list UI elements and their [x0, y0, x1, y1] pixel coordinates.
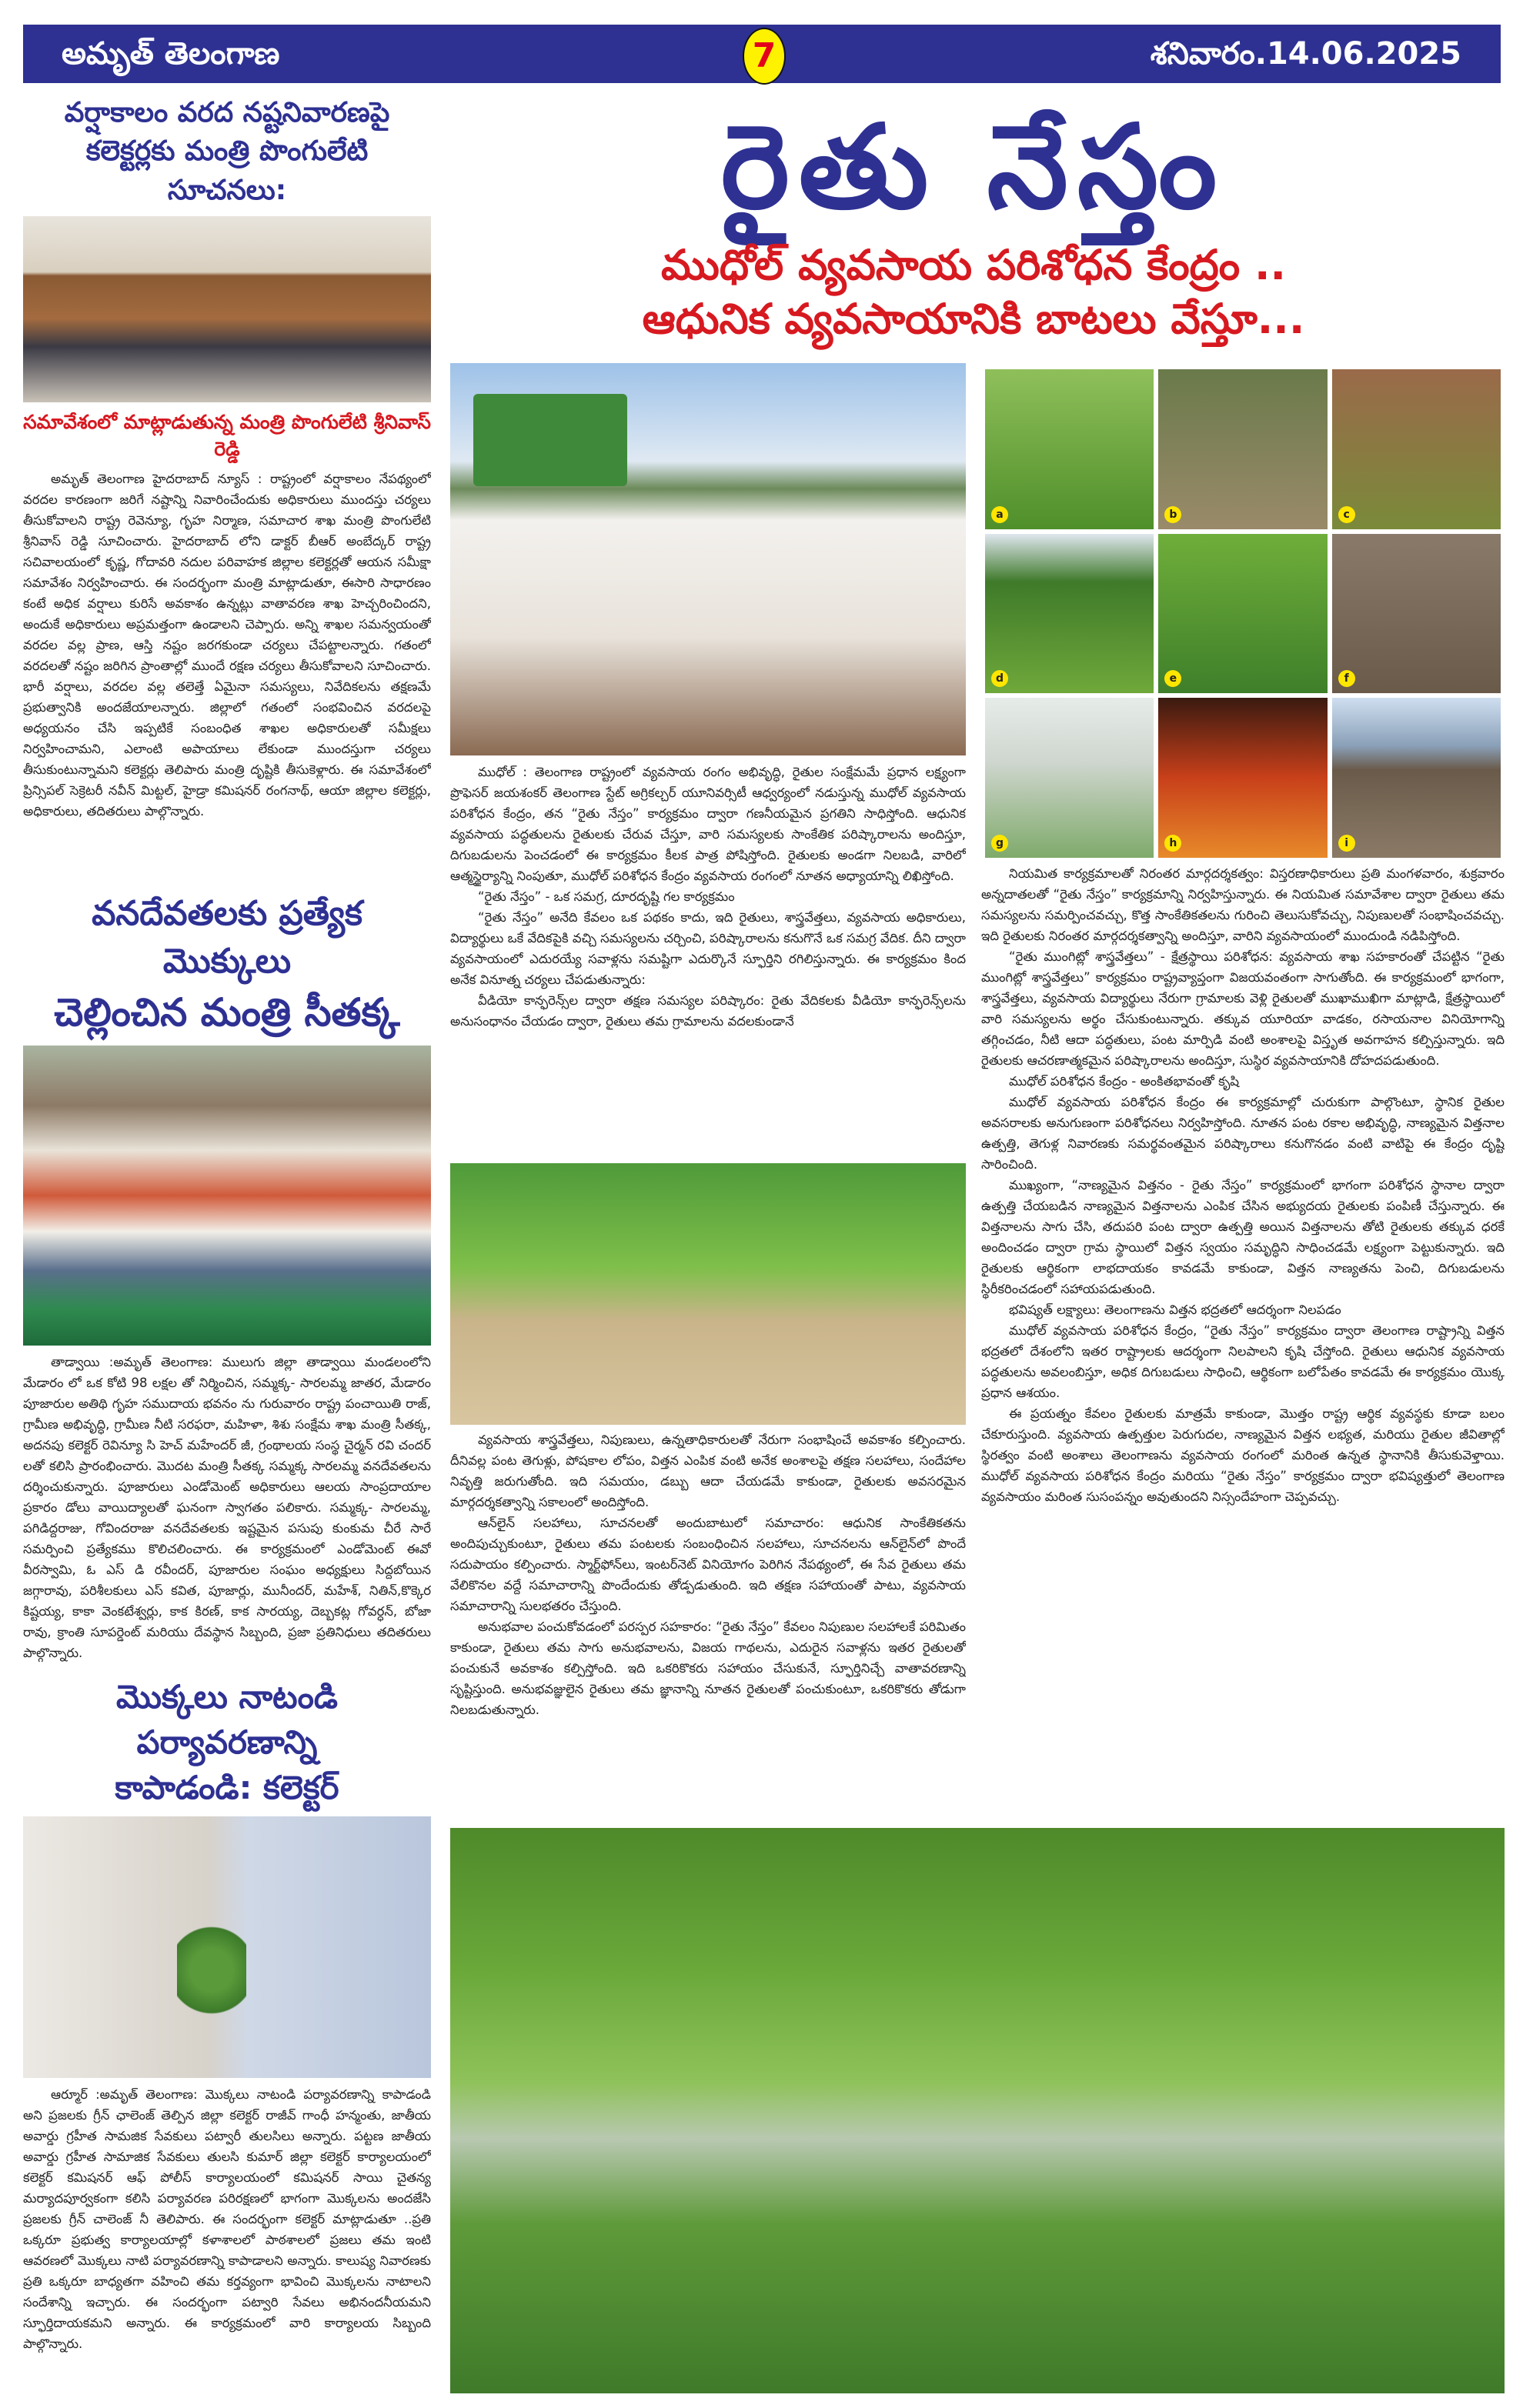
- main-article-right: [981, 863, 1505, 1821]
- grid-photo: [1158, 534, 1327, 694]
- page-number-badge: 7: [743, 28, 786, 85]
- main-subheadline: [504, 238, 1443, 346]
- grid-photo: [1332, 369, 1501, 529]
- grid-photo: [1332, 698, 1501, 858]
- paragraph: ఆన్‌లైన్ సలహాలు, సూచనలతో అందుబాటులో సమాచారం: ఆధునిక సాంకేతికతను అందిపుచ్చుకుంటూ, రైతులు తమ పంటలకు సంబంధించిన సలహాలు, సూచనలను ఆన్‌లైన్‌లో పొందే సదుపాయం కల్పించారు. స్మార్ట్‌ఫోన్‌లు, ఇంటర్‌నెట్ వినియోగం పెరిగిన నేపథ్యంలో, ఈ సేవ రైతులు తమ వేలికొనల వద్దే సమాచారాన్ని పొందేందుకు తోడ్పడుతుంది. ఇది తక్షణ సహాయంతో పాటు, వ్యవసాయ సమాచారాన్ని సులభతరం చేస్తుంది.: [450, 1516, 966, 1613]
- paragraph: వీడియో కాన్ఫరెన్స్‌ల ద్వారా తక్షణ సమస్యల పరిష్కారం: రైతు వేదికలకు వీడియో కాన్ఫరెన్స్‌లను అనుసంధానం చేయడం ద్వారా, రైతులు తమ గ్రామాలను వదలకుండానే: [450, 993, 966, 1029]
- minister-event-photo: [23, 1046, 431, 1346]
- issue-date: శనివారం.14.06.2025: [1150, 36, 1461, 72]
- paragraph: అమృత్ తెలంగాణ హైదరాబాద్ న్యూస్ : రాష్ట్రంలో వర్షాకాలం నేపథ్యంలో వరదల కారణంగా జరిగే నష్టాన్ని నివారించేందుకు అధికారులు ముందస్తు చర్యలు తీసుకోవాలని రాష్ట్ర రెవెన్యూ, గృహ నిర్మాణ, సమాచార శాఖ మంత్రి పొంగులేటి శ్రీనివాస్ రెడ్డి సూచించారు. హైదరాబాద్ లోని డాక్టర్ బీఆర్ అంబేద్కర్ రాష్ట్ర సచివాలయంలో కృష్ణ, గోదావరి నదుల పరివాహక జిల్లాల కలెక్టర్లతో ఆయన సమీక్షా సమావేశం నిర్వహించారు. ఈ సందర్భంగా మంత్రి మాట్లాడుతూ, ఈసారి సాధారణం కంటే అధిక వర్షాలు కురిసే అవకాశం ఉన్నట్లు వాతావరణ శాఖ హెచ్చరించిందని, అందుకే అధికారులు అప్రమత్తంగా ఉండాలని చెప్పారు. అన్ని శాఖల సమన్వయంతో వరదల వల్ల ప్రాణ, ఆస్తి నష్టం జరగకుండా చర్యలు చేపట్టాలన్నారు. గతంలో వరదలతో నష్టం జరిగిన ప్రాంతాల్లో ముందే రక్షణ చర్యలు తీసుకోవాలని సూచించారు. భారీ వర్షాలు, వరదల వల్ల తలెత్తే ఏమైనా సమస్యలు, నివేదికలను తక్షణమే ప్రభుత్వానికి అందజేయాలన్నారు. జిల్లాలో గతంలో సంభవించిన వరదలపై అధ్యయనం చేసి ఇప్పటికే సంబంధిత శాఖల అధికారులతో సమీక్షలు నిర్వహించామని, ఎలాంటి అపాయాలు లేకుండా ముందస్తుగా చర్యలు తీసుకుంటున్నామని కలెక్టర్లు తెలిపారు మంత్రి దృష్టికి తీసుకెళ్లారు. ఈ సమావేశంలో ప్రిన్సిపల్ సెక్రెటరీ నవీన్ మిట్టల్, హైడ్రా కమిషనర్ రంగనాథ్, ఆయా జిల్లాల కలెక్టర్లు, అధికారులు, తదితరులు పాల్గొన్నారు.: [23, 472, 431, 819]
- paragraph: ఈ ప్రయత్నం కేవలం రైతులకు మాత్రమే కాకుండా, మొత్తం రాష్ట్ర ఆర్థిక వ్యవస్థకు కూడా బలం చేకూరుస్తుంది. వ్యవసాయ ఉత్పత్తుల పెరుగుదల, నాణ్యమైన విత్తన లభ్యత, మరియు రైతుల జీవితాల్లో స్థిరత్వం వంటి అంశాలు తెలంగాణను వ్యవసాయ రంగంలో మరింత ఉన్నత స్థానానికి తీసుకువెళ్తాయి. ముధోల్ వ్యవసాయ పరిశోధన కేంద్రం మరియు “రైతు నేస్తం” కార్యక్రమం ద్వారా భవిష్యత్తులో తెలంగాణ వ్యవసాయం మరింత సుసంపన్నం అవుతుందని నిస్సందేహంగా చెప్పవచ్చు.: [981, 1406, 1505, 1504]
- main-header-block: [454, 89, 1493, 359]
- subheadline-line: ముధోల్ వ్యవసాయ పరిశోధన కేంద్రం ..: [661, 241, 1286, 290]
- article1-headline: [23, 94, 431, 210]
- photo-label: g: [991, 835, 1008, 852]
- photo-label: a: [991, 506, 1008, 523]
- rice-transplant-photo: [450, 1163, 966, 1425]
- article2-body: [23, 1352, 431, 1669]
- subheadline-line: ఆధునిక వ్యవసాయానికి బాటలు వేస్తూ...: [642, 295, 1305, 344]
- article3-headline: [23, 1675, 431, 1810]
- paragraph: “రైతు ముంగిట్లో శాస్త్రవేత్తలు” - క్షేత్రస్థాయి పరిశోధన: వ్యవసాయ శాఖ సహకారంతో చేపట్టిన “రైతు ముంగిట్లో శాస్త్రవేత్తలు” కార్యక్రమం రాష్ట్రవ్యాప్తంగా విజయవంతంగా సాగుతోంది. ఈ కార్యక్రమంలో భాగంగా, శాస్త్రవేత్తలు, వ్యవసాయ విద్యార్థులు నేరుగా గ్రామాలకు వెళ్లి రైతులతో ముఖాముఖిగా మాట్లాడి, క్షేత్రస్థాయిలో వారి సమస్యలను అర్థం చేసుకుంటున్నారు. తక్కువ యూరియా వాడకం, రసాయనాల వినియోగాన్ని తగ్గించడం, నీటి ఆదా పద్ధతులు, పంట మార్పిడి వంటి అంశాలపై విస్తృత అవగాహన కల్పిస్తున్నారు. ఇది రైతులకు ఆచరణాత్మకమైన పరిష్కారాలను అందిస్తూ, సుస్థిర వ్యవసాయానికి దోహదపడుతుంది.: [981, 949, 1505, 1068]
- grid-photo: [1158, 369, 1327, 529]
- grid-photo: [985, 698, 1154, 858]
- collector-plant-photo: [23, 1816, 431, 2078]
- farming-photo-grid: [985, 369, 1501, 858]
- article1-body: [23, 469, 431, 884]
- main-article-middle-top: [450, 762, 966, 1158]
- grid-photo: [1158, 698, 1327, 858]
- headline-line: మొక్కలు నాటండి పర్యావరణాన్ని: [116, 1677, 338, 1761]
- headline-line: కలెక్టర్లకు మంత్రి పొంగులేటి సూచనలు:: [85, 135, 369, 206]
- newspaper-logo: అమృత్ తెలంగాణ: [62, 36, 280, 72]
- headline-line: కాపాడండి: కలెక్టర్: [115, 1768, 339, 1806]
- photo-caption: సమావేశంలో మాట్లాడుతున్న మంత్రి పొంగులేటి శ్రీనివాస్ రెడ్డి: [23, 411, 431, 461]
- section-masthead: రైతు నేస్తం: [720, 100, 1227, 235]
- grid-photo: [985, 534, 1154, 694]
- headline-line: వర్షాకాలం వరద నష్టనివారణపై: [64, 97, 390, 128]
- photo-label: d: [991, 670, 1008, 687]
- photo-label: b: [1164, 506, 1181, 523]
- paragraph: తాడ్వాయి :అమృత్ తెలంగాణ: ములుగు జిల్లా తాడ్వాయి మండలంలోని మేడారం లో ఒక కోటి 98 లక్షల తో నిర్మించిన, సమ్మక్క- సారలమ్మ జాతర, మేడారం పూజారుల అతిథి గృహ సముదాయ భవనం ను గురువారం రాష్ట్ర పంచాయితి రాజ్, గ్రామీణ అభివృద్ధి, గ్రామీణ నీటి సరఫరా, మహిళా, శిశు సంక్షేమ శాఖ మంత్రి సీతక్క, అదనపు కలెక్టర్ రెవిన్యూ సి హెచ్ మహేందర్ జీ, గ్రంథాలయ సంస్థ చైర్మన్ రవి చందర్ లతో కలిసి ప్రారంభించారు. మొదట మంత్రి సీతక్క సమ్మక్క సారలమ్మ వనదేవతలను దర్శించుకున్నారు. పూజారులు ఎండోమెంట్ అధికారులు ఆలయ సాంప్రదాయాల ప్రకారం డోలు వాయిద్యాలతో ఘనంగా స్వాగతం పలికారు. సమ్మక్క- సారలమ్మ, పగిడిద్దరాజు, గోవిందరాజు వనదేవతలకు ఇష్టమైన పసుపు కుంకుమ చీరే సారే సమర్పించి ప్రత్యేకము కొలిచలించారు. ఈ కార్యక్రమంలో ఎండోమెంట్ ఈవో వీరస్వామి, ఓ ఎస్ డి రవీందర్, పూజారుల సంఘం అధ్యక్షులు సిద్దబోయిన జగ్గారావు, పరిశీలకులు ఎస్ కవిత, పూజార్లు, మునీందర్, మహేశ్, నితిన్,కొక్కెర కిష్టయ్య, కాకా వెంకటేశ్వర్లు, కాక కిరణ్, కాక సారయ్య, దెబ్బకట్ల గోవర్ధన్, బోజా రావు, క్రాంతి సూపర్డెంట్ మరియు దేవస్థాన సిబ్బంది, ప్రజా ప్రతినిధులు తదితరులు పాల్గొన్నారు.: [23, 1354, 431, 1660]
- plant-icon: [177, 1909, 246, 2032]
- paragraph: నియమిత కార్యక్రమాలతో నిరంతర మార్గదర్శకత్వం: విస్తరణాధికారులు ప్రతి మంగళవారం, శుక్రవారం అన్నదాతలతో “రైతు నేస్తం” కార్యక్రమాన్ని నిర్వహిస్తున్నారు. ఈ నియమిత సమావేశాల ద్వారా రైతులు తమ సమస్యలను సమర్పించవచ్చు, కొత్త సాంకేతికతలను గురించి తెలుసుకోవచ్చు, నిపుణులతో సంభాషించవచ్చు. ఇది రైతులకు నిరంతర మార్గదర్శకత్వాన్ని అందిస్తూ, వారిని వ్యవసాయంలో ముందుండి నడిపిస్తోంది.: [981, 866, 1505, 943]
- photo-label: e: [1164, 670, 1181, 687]
- article3-body: [23, 2084, 431, 2394]
- subheading: ముధోల్ పరిశోధన కేంద్రం - అంకితభావంతో కృషి: [1009, 1074, 1240, 1089]
- paragraph: ముఖ్యంగా, “నాణ్యమైన విత్తనం - రైతు నేస్తం” కార్యక్రమంలో భాగంగా పరిశోధన స్థానాల ద్వారా ఉత్పత్తి చేయబడిన నాణ్యమైన విత్తనాలను ఎంపిక చేసిన అభ్యుదయ రైతులకు పంపిణీ చేస్తున్నారు. ఈ విత్తనాలను సాగు చేసి, తదుపరి పంట ద్వారా ఉత్పత్తి అయిన విత్తనాలను తోటి రైతులకు తక్కువ ధరకే అందించడం ద్వారా గ్రామ స్థాయిలో విత్తన స్వయం సమృద్ధిని సాధించడమే లక్ష్యంగా పెట్టుకున్నారు. ఇది రైతులకు ఆర్థికంగా లాభదాయకం కావడమే కాకుండా, విత్తన నాణ్యతను పెంచి, దిగుబడులను స్థిరీకరించడంలో సహాయపడుతుంది.: [981, 1178, 1505, 1296]
- paragraph: ఆర్మూర్ :అమృత్ తెలంగాణ: మొక్కలు నాటండి పర్యావరణాన్ని కాపాడండి అని ప్రజలకు గ్రీన్ ఛాలెంజ్ తెల్పిన జిల్లా కలెక్టర్ రాజీవ్ గాంధీ హన్మంతు, జాతీయ అవార్డు గ్రహీత సామజిక సేవకులు పట్వారీ తులసిలు అన్నారు. పట్టణ జాతీయ అవార్డు గ్రహీత సామాజిక సేవకులు తులసి కుమార్ జిల్లా కలెక్టర్ కార్యాలయంలో కలెక్టర్ కమిషనర్ ఆఫ్ పోలీస్ కార్యాలయంలో కమిషనర్ సాయి చైతన్య మర్యాదపూర్వకంగా కలిసి పర్యావరణ పరిరక్షణలో భాగంగా మొక్కలను అందజేసి ప్రజలకు గ్రీన్ చాలెంజ్ నీ తెలిపారు. ఈ సందర్భంగా కలెక్టర్ మాట్లాడుతూ ..ప్రతి ఒక్కరూ ప్రభుత్వ కార్యాలయాల్లో కళాశాలలో పాఠశాలలో ప్రజలు తమ ఇంటి ఆవరణలో మొక్కలు నాటి పర్యావరణాన్ని కాపాడాలని అన్నారు. కాలుష్య నివారణకు ప్రతి ఒక్కరూ బాధ్యతగా వహించి తమ కర్తవ్యంగా భావించి మొక్కలను నాటాలని సందేశాన్ని ఇచ్చారు. ఈ సందర్భంగా పట్వారి సేవలు అభినందనీయమని స్ఫూర్తిదాయకమని అన్నారు. ఈ కార్యక్రమంలో వారి కార్యాలయ సిబ్బంది పాల్గొన్నారు.: [23, 2087, 431, 2352]
- paragraph: అనుభవాల పంచుకోవడంలో పరస్పర సహకారం: “రైతు నేస్తం” కేవలం నిపుణుల సలహాలకే పరిమితం కాకుండా, రైతులు తమ సాగు అనుభవాలను, విజయ గాథలను, ఎదురైన సవాళ్లను ఇతర రైతులతో పంచుకునే అవకాశం కల్పిస్తోంది. ఇది ఒకరికొకరు సహాయం చేసుకునే, స్ఫూర్తినిచ్చే వాతావరణాన్ని సృష్టిస్తుంది. అనుభవజ్ఞులైన రైతులు తమ జ్ఞానాన్ని నూతన రైతులతో పంచుకుంటూ, ఒకరికొకరు తోడుగా నిలబడుతున్నారు.: [450, 1619, 966, 1717]
- paddy-field-women-photo: [450, 1828, 1505, 2393]
- main-article-middle-bottom: [450, 1429, 966, 1822]
- left-column: [23, 94, 431, 2394]
- photo-label: c: [1338, 506, 1355, 523]
- headline-line: చెల్లించిన మంత్రి సీతక్క: [54, 989, 400, 1035]
- article2-headline: [23, 890, 431, 1039]
- subheading: “రైతు నేస్తం” - ఒక సమగ్ర, దూరదృష్టి గల కార్యక్రమం: [478, 889, 735, 904]
- headline-line: వనదేవతలకు ప్రత్యేక మొక్కులు: [92, 894, 362, 981]
- cotton-harvest-photo: [450, 363, 966, 755]
- grid-photo: [985, 369, 1154, 529]
- subheading: భవిష్యత్ లక్ష్యాలు: తెలంగాణను విత్తన భద్రతలో ఆదర్శంగా నిలపడం: [1009, 1302, 1341, 1317]
- meeting-photo: [23, 216, 431, 402]
- paragraph: “రైతు నేస్తం” అనేది కేవలం ఒక పథకం కాదు, ఇది రైతులు, శాస్త్రవేత్తలు, వ్యవసాయ అధికారులు, విద్యార్థులు ఒకే వేదికపైకి వచ్చి సమస్యలను చర్చించి, పరిష్కారాలను కనుగొనే ఒక సమగ్ర వేదిక. దీని ద్వారా వ్యవసాయంలో ఎదురయ్యే సవాళ్లను సమష్టిగా ఎదుర్కొనే స్ఫూర్తిని రగిలిస్తున్నారు. ఈ కార్యక్రమం కింద అనేక వినూత్న చర్యలు చేపడుతున్నారు:: [450, 910, 966, 987]
- harvester-icon: [473, 394, 627, 486]
- paragraph: ముధోల్ : తెలంగాణ రాష్ట్రంలో వ్యవసాయ రంగం అభివృద్ధి, రైతుల సంక్షేమమే ప్రధాన లక్ష్యంగా ప్రొఫెసర్ జయశంకర్ తెలంగాణ స్టేట్ అగ్రికల్చర్ యూనివర్సిటీ ఆధ్వర్యంలో నడుస్తున్న ముధోల్ వ్యవసాయ పరిశోధన కేంద్రం, తన “రైతు నేస్తం” కార్యక్రమం ద్వారా గణనీయమైన ప్రగతిని సాధిస్తోంది. ఆధునిక వ్యవసాయ పద్ధతులను రైతులకు చేరువ చేస్తూ, వారి సమస్యలకు సాంకేతిక పరిష్కారాలను అందిస్తూ, దిగుబడులను పెంచడంలో ఈ కార్యక్రమం కీలక పాత్ర పోషిస్తోంది. రైతులకు అండగా నిలబడి, వారిలో ఆత్మస్థైర్యాన్ని నింపుతూ, ముధోల్ పరిశోధన కేంద్రం వ్యవసాయ రంగంలో నూతన అధ్యాయాన్ని లిఖిస్తోంది.: [450, 765, 966, 883]
- paragraph: ముధోల్ వ్యవసాయ పరిశోధన కేంద్రం ఈ కార్యక్రమాల్లో చురుకుగా పాల్గొంటూ, స్థానిక రైతుల అవసరాలకు అనుగుణంగా పరిశోధనలు నిర్వహిస్తోంది. నూతన పంట రకాల అభివృద్ధి, నాణ్యమైన విత్తనాల ఉత్పత్తి, తెగుళ్ల నివారణకు సమర్థవంతమైన పరిష్కారాలు కనుగొనడం వంటి వాటిపై ఈ కేంద్రం దృష్టి సారించింది.: [981, 1095, 1505, 1172]
- photo-label: i: [1338, 835, 1355, 852]
- paragraph: వ్యవసాయ శాస్త్రవేత్తలు, నిపుణులు, ఉన్నతాధికారులతో నేరుగా సంభాషించే అవకాశం కల్పించారు. దీనివల్ల పంట తెగుళ్లు, పోషకాల లోపం, విత్తన ఎంపిక వంటి అనేక అంశాలపై తక్షణ సలహాలు, సందేహాల నివృత్తి జరుగుతోంది. ఇది సమయం, డబ్బు ఆదా చేయడమే కాకుండా, రైతులకు అవసరమైన మార్గదర్శకత్వాన్ని సకాలంలో అందిస్తోంది.: [450, 1432, 966, 1509]
- photo-label: h: [1164, 835, 1181, 852]
- grid-photo: [1332, 534, 1501, 694]
- photo-label: f: [1338, 670, 1355, 687]
- paragraph: ముధోల్ వ్యవసాయ పరిశోధన కేంద్రం, “రైతు నేస్తం” కార్యక్రమం ద్వారా తెలంగాణ రాష్ట్రాన్ని విత్తన భద్రతలో దేశంలోని ఇతర రాష్ట్రాలకు ఆదర్శంగా నిలపాలని కృషి చేస్తోంది. రైతులు ఆధునిక వ్యవసాయ పద్ధతులను అవలంబిస్తూ, అధిక దిగుబడులు సాధించి, ఆర్థికంగా బలోపేతం కావడమే ఈ కార్యక్రమం యొక్క ప్రధాన ఆశయం.: [981, 1323, 1505, 1400]
